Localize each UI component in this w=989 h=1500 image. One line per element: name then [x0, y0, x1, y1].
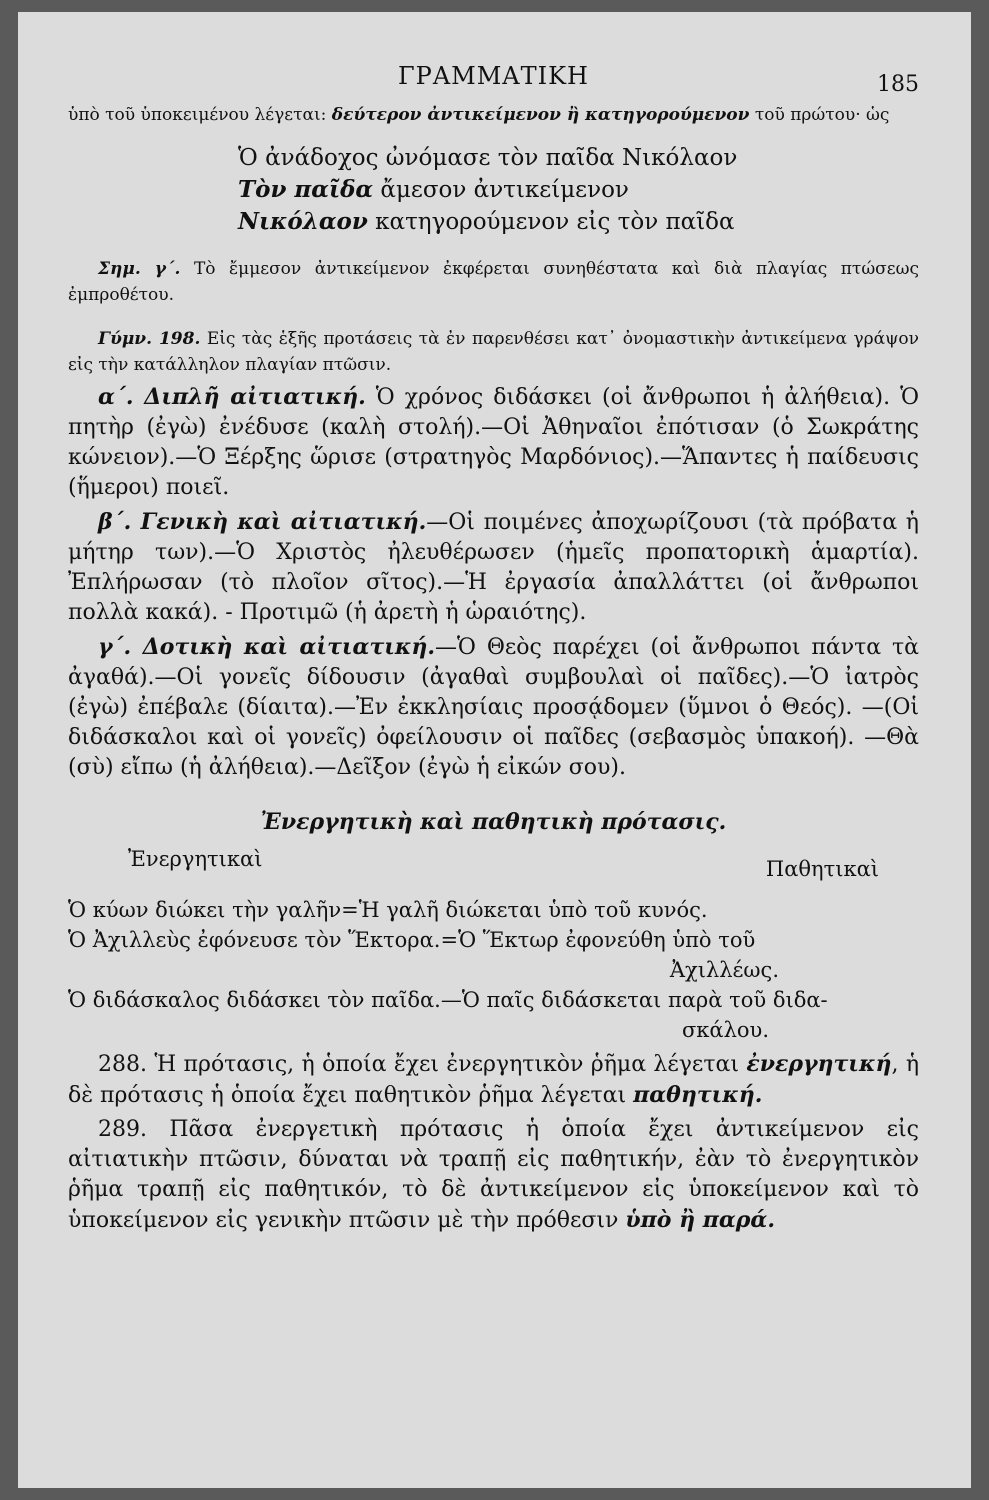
pair-line-continuation: σκάλου.: [681, 1018, 769, 1042]
note-label: Σημ. γ΄.: [98, 259, 181, 279]
rule-bold: παθητική.: [633, 1082, 763, 1108]
example-line: [238, 174, 919, 206]
example-text: Ὁ ἀνάδοχος ὠνόμασε τὸν παῖδα Νικόλαον: [238, 145, 738, 171]
page-number: 185: [877, 72, 919, 97]
example-block: [68, 142, 919, 238]
example-line: [238, 206, 919, 238]
example-line: [238, 142, 919, 174]
pair-line: Ὁ Ἀχιλλεὺς ἐφόνευσε τὸν Ἕκτορα.=Ὁ Ἕκτωρ ἐφονεύθη ὑπὸ τοῦ: [68, 928, 756, 952]
page-header: [68, 62, 919, 102]
rule-289: [68, 1115, 919, 1236]
pair-line-continuation: Ἀχιλλέως.: [669, 958, 779, 982]
section-alpha: [68, 382, 919, 503]
note-paragraph: [68, 256, 919, 308]
section-label: β΄. Γενικὴ καὶ αἰτιατική.: [98, 509, 427, 535]
book-page: [18, 12, 971, 1488]
rule-bold: ὑπὸ ἢ παρά.: [625, 1207, 776, 1233]
intro-text: ὑπὸ τοῦ ὑποκειμένου λέγεται:: [68, 105, 332, 125]
intro-text-end: τοῦ πρώτου· ὡς: [749, 105, 890, 125]
rule-text: , ἡ δὲ πρότασις ἡ ὁποία ἔχει παθητικὸν ῥῆμα λέγεται: [68, 1052, 919, 1108]
rule-number: 289.: [98, 1117, 147, 1142]
rule-bold: ἐνεργητική: [746, 1051, 892, 1077]
exercise-paragraph: [68, 326, 919, 378]
intro-bold: δεύτερον ἀντικείμενον ἢ κατηγορούμενον: [331, 105, 750, 125]
rule-text: Πᾶσα ἐνεργετικὴ πρότασις ἡ ὁποία ἔχει ἀντικείμενον εἰς αἰτιατικὴν πτῶσιν, δύναται νὰ τραπῇ εἰς παθητικήν, ἐὰν τὸ ἐνεργητικὸν ῥῆμα τραπῇ εἰς παθητικόν, τὸ δὲ ἀντικείμενον εἰς ὑποκείμενον καὶ τὸ ὑποκείμενον εἰς γενικὴν πτῶσιν μὲ τὴν πρόθεσιν: [68, 1117, 919, 1233]
pair-line: Ὁ κύων διώκει τὴν γαλῆν=Ἡ γαλῆ διώκεται ὑπὸ τοῦ κυνός.: [68, 898, 708, 922]
intro-paragraph: [68, 102, 919, 128]
section-text: —Ὁ Θεὸς παρέχει (οἱ ἄνθρωποι πάντα τὰ ἀγαθά).—Οἱ γονεῖς δίδουσιν (ἀγαθαὶ συμβουλαὶ οἱ παῖδες).—Ὁ ἰατρὸς (ἐγὼ) ἐπέβαλε (δίαιτα).—Ἐν ἐκκλησίαις προσᾴδομεν (ὕμνοι ὁ Θεός). —(Οἱ διδάσκαλοι καὶ οἱ γονεῖς) ὀφείλουσιν οἱ παῖδες (σεβασμὸς ὑπακοή). —Θὰ (σὺ) εἴπω (ἡ ἀλήθεια).—Δεῖξον (ἐγὼ ἡ εἰκών σου).: [68, 635, 919, 780]
pair-line: Ὁ διδάσκαλος διδάσκει τὸν παῖδα.—Ὁ παῖς διδάσκεται παρὰ τοῦ διδα-: [68, 988, 828, 1012]
rule-text: Ἡ πρότασις, ἡ ὁποία ἔχει ἐνεργητικὸν ῥῆμα λέγεται: [146, 1052, 747, 1077]
running-title: ΓΡΑΜΜΑΤΙΚΗ: [398, 62, 589, 90]
example-bold: Τὸν παῖδα: [238, 176, 374, 203]
section-text: Ὁ χρόνος διδάσκει (οἱ ἄνθρωποι ἡ ἀλήθεια). Ὁ πητὴρ (ἐγὼ) ἐνέδυσε (καλὴ στολή).—Οἱ Ἀθηναῖοι ἐπότισαν (ὁ Σωκράτης κώνειον).—Ὁ Ξέρξης ὥρισε (στρατηγὸς Μαρδόνιος).—Ἅπαντες ἡ παίδευσις (ἥμεροι) ποιεῖ.: [68, 385, 919, 500]
passive-column-label: Παθητικαὶ: [765, 857, 879, 881]
section-beta: [68, 507, 919, 628]
section-heading: Ἐνεργητικὴ καὶ παθητικὴ πρότασις.: [260, 809, 727, 835]
section-gamma: [68, 632, 919, 783]
note-text: Τὸ ἔμμεσον ἀντικείμενον ἐκφέρεται συνηθέστατα καὶ διὰ πλαγίας πτώσεως ἐμπροθέτου.: [68, 259, 919, 305]
example-text: ἄμεσον ἀντικείμενον: [373, 177, 629, 203]
exercise-text: Εἰς τὰς ἑξῆς προτάσεις τὰ ἐν παρενθέσει κατ᾽ ὀνομαστικὴν ἀντικείμενα γράψον εἰς τὴν κατάλληλον πλαγίαν πτῶσιν.: [68, 329, 919, 375]
example-bold: Νικόλαον: [238, 208, 368, 235]
rule-288: [68, 1049, 919, 1111]
section-text: —Οἱ ποιμένες ἀποχωρίζουσι (τὰ πρόβατα ἡ μήτηρ των).—Ὁ Χριστὸς ἠλευθέρωσεν (ἡμεῖς προπατορικὴ ἁμαρτία). Ἐπλήρωσαν (τὸ πλοῖον σῖτος).—Ἡ ἐργασία ἀπαλλάττει (οἱ ἄνθρωποι πολλὰ κακά). - Προτιμῶ (ἡ ἀρετὴ ἡ ὡραιότης).: [68, 510, 919, 625]
exercise-label: Γύμν. 198.: [98, 329, 201, 349]
example-text: κατηγορούμενον εἰς τὸν παῖδα: [367, 209, 735, 235]
section-label: α΄. Διπλῆ αἰτιατική.: [98, 384, 366, 410]
column-labels: [128, 847, 879, 881]
rule-number: 288.: [98, 1052, 147, 1077]
section-label: γ΄. Δοτικὴ καὶ αἰτιατική.: [98, 634, 436, 660]
active-column-label: Ἐνεργητικαὶ: [128, 847, 263, 871]
